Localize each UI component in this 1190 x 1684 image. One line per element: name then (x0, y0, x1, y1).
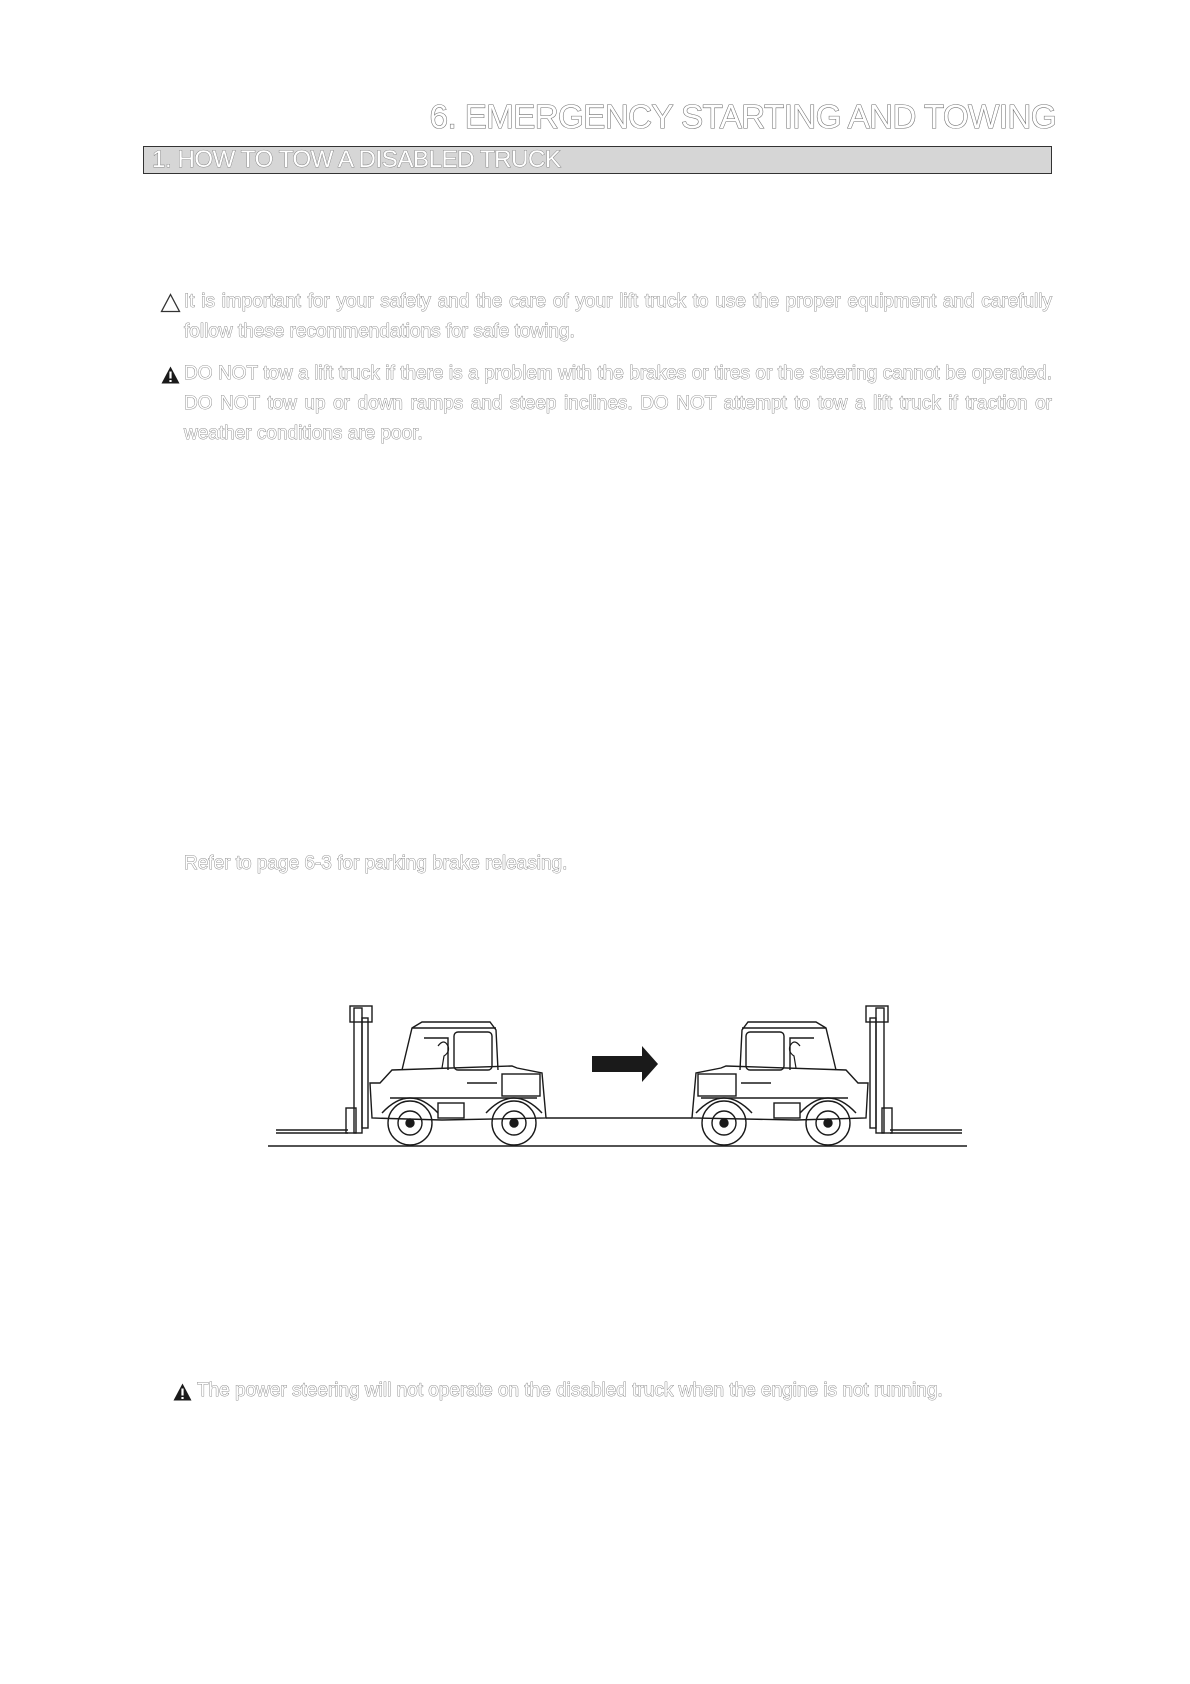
warning-triangle-filled-icon (172, 1382, 193, 1402)
caution-note (160, 287, 1052, 347)
warning-note (160, 359, 1052, 449)
caution-triangle-outline-icon (160, 293, 181, 313)
section-title: 1. HOW TO TOW A DISABLED TRUCK (152, 146, 561, 173)
towing-direction-arrow-icon (592, 1046, 658, 1082)
towing-truck (692, 1006, 962, 1145)
parking-brake-reference: Refer to page 6-3 for parking brake releasing. (184, 853, 568, 874)
warning-triangle-filled-icon (160, 365, 181, 385)
chapter-title: 6. EMERGENCY STARTING AND TOWING (429, 98, 1056, 135)
section-header-bar (143, 146, 1052, 174)
power-steering-warning (172, 1376, 1042, 1406)
caution-note-text: It is important for your safety and the care of your lift truck to use the proper equipment and carefully follow these recommendations for safe towing. (184, 291, 1052, 342)
power-steering-warning-text: The power steering will not operate on the disabled truck when the engine is not running. (197, 1380, 943, 1401)
warning-note-text: DO NOT tow a lift truck if there is a problem with the brakes or tires or the steering cannot be operated. DO NOT tow up or down ramps and steep inclines. DO NOT attempt to tow a lift truck if traction or weather conditions are poor. (184, 363, 1052, 444)
forklift-towing-illustration (262, 998, 972, 1158)
disabled-truck (276, 1006, 546, 1145)
